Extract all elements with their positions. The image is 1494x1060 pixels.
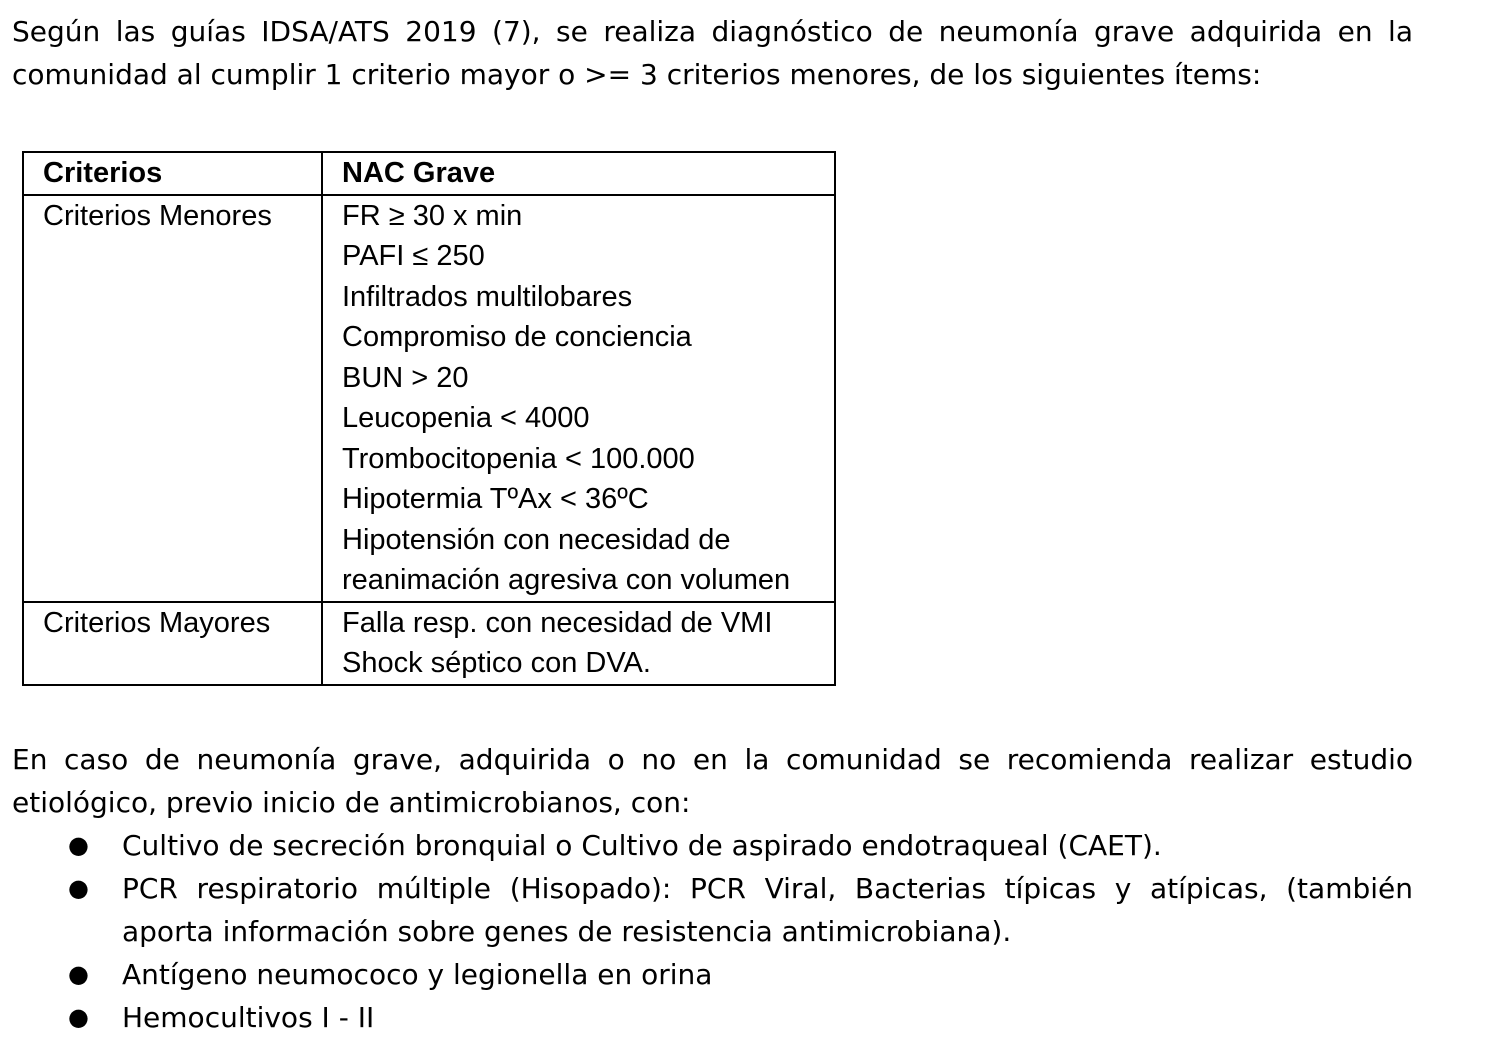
etiology-paragraph: En caso de neumonía grave, adquirida o no en la comunidad se recomienda realizar estudio etiológico, previo inicio de antimicrobianos, con: (12, 743, 1413, 819)
list-item-text: Hemocultivos I - II (122, 1001, 375, 1034)
minor-criterion: Trombocitopenia < 100.000 (342, 442, 695, 475)
intro-paragraph: Según las guías IDSA/ATS 2019 (7), se realiza diagnóstico de neumonía grave adquirida en la comunidad al cumplir 1 criterio mayor o >= 3 criterios menores, de los siguientes ítems: (12, 15, 1413, 91)
header-criterios: Criterios (23, 152, 322, 195)
list-item-text: Cultivo de secreción bronquial o Cultivo de aspirado endotraqueal (CAET). (122, 829, 1162, 862)
minor-criterion: PAFI ≤ 250 (342, 240, 485, 272)
row-label-menores: Criterios Menores (23, 195, 322, 602)
minor-criterion: Hipotensión con necesidad de reanimación agresiva con volumen (342, 523, 791, 596)
minor-criterion: Hipotermia TºAx < 36ºC (342, 483, 649, 515)
list-item-text: Antígeno neumococo y legionella en orina (122, 958, 713, 991)
table-row-mayores (23, 602, 835, 685)
minor-criterion: Infiltrados multilobares (342, 280, 633, 313)
bullet-icon: ● (68, 874, 89, 902)
minor-criterion: FR ≥ 30 x min (342, 199, 523, 232)
row-items-menores (322, 195, 835, 602)
table-header-row (23, 152, 835, 195)
minor-criterion: BUN > 20 (342, 361, 469, 394)
row-label-mayores: Criterios Mayores (23, 602, 322, 685)
bullet-icon: ● (68, 960, 89, 988)
list-item (0, 996, 1413, 1039)
list-item (0, 867, 1413, 953)
header-nac-grave: NAC Grave (322, 152, 835, 195)
etiology-list (0, 824, 1413, 1039)
minor-criterion: Leucopenia < 4000 (342, 402, 590, 434)
list-item-text: PCR respiratorio múltiple (Hisopado): PCR Viral, Bacterias típicas y atípicas, (también aporta información sobre genes de resistencia antimicrobiana). (122, 872, 1413, 948)
bullet-icon: ● (68, 1003, 89, 1031)
row-items-mayores (322, 602, 835, 685)
list-item (0, 953, 1413, 996)
major-criterion: Falla resp. con necesidad de VMI (342, 606, 773, 639)
criteria-table (22, 151, 836, 686)
list-item (0, 824, 1413, 867)
bullet-icon: ● (68, 831, 89, 859)
major-criteria-list (342, 603, 834, 684)
table-row-menores (23, 195, 835, 602)
major-criterion: Shock séptico con DVA. (342, 647, 651, 679)
minor-criteria-list (342, 196, 834, 601)
minor-criterion: Compromiso de conciencia (342, 321, 692, 353)
